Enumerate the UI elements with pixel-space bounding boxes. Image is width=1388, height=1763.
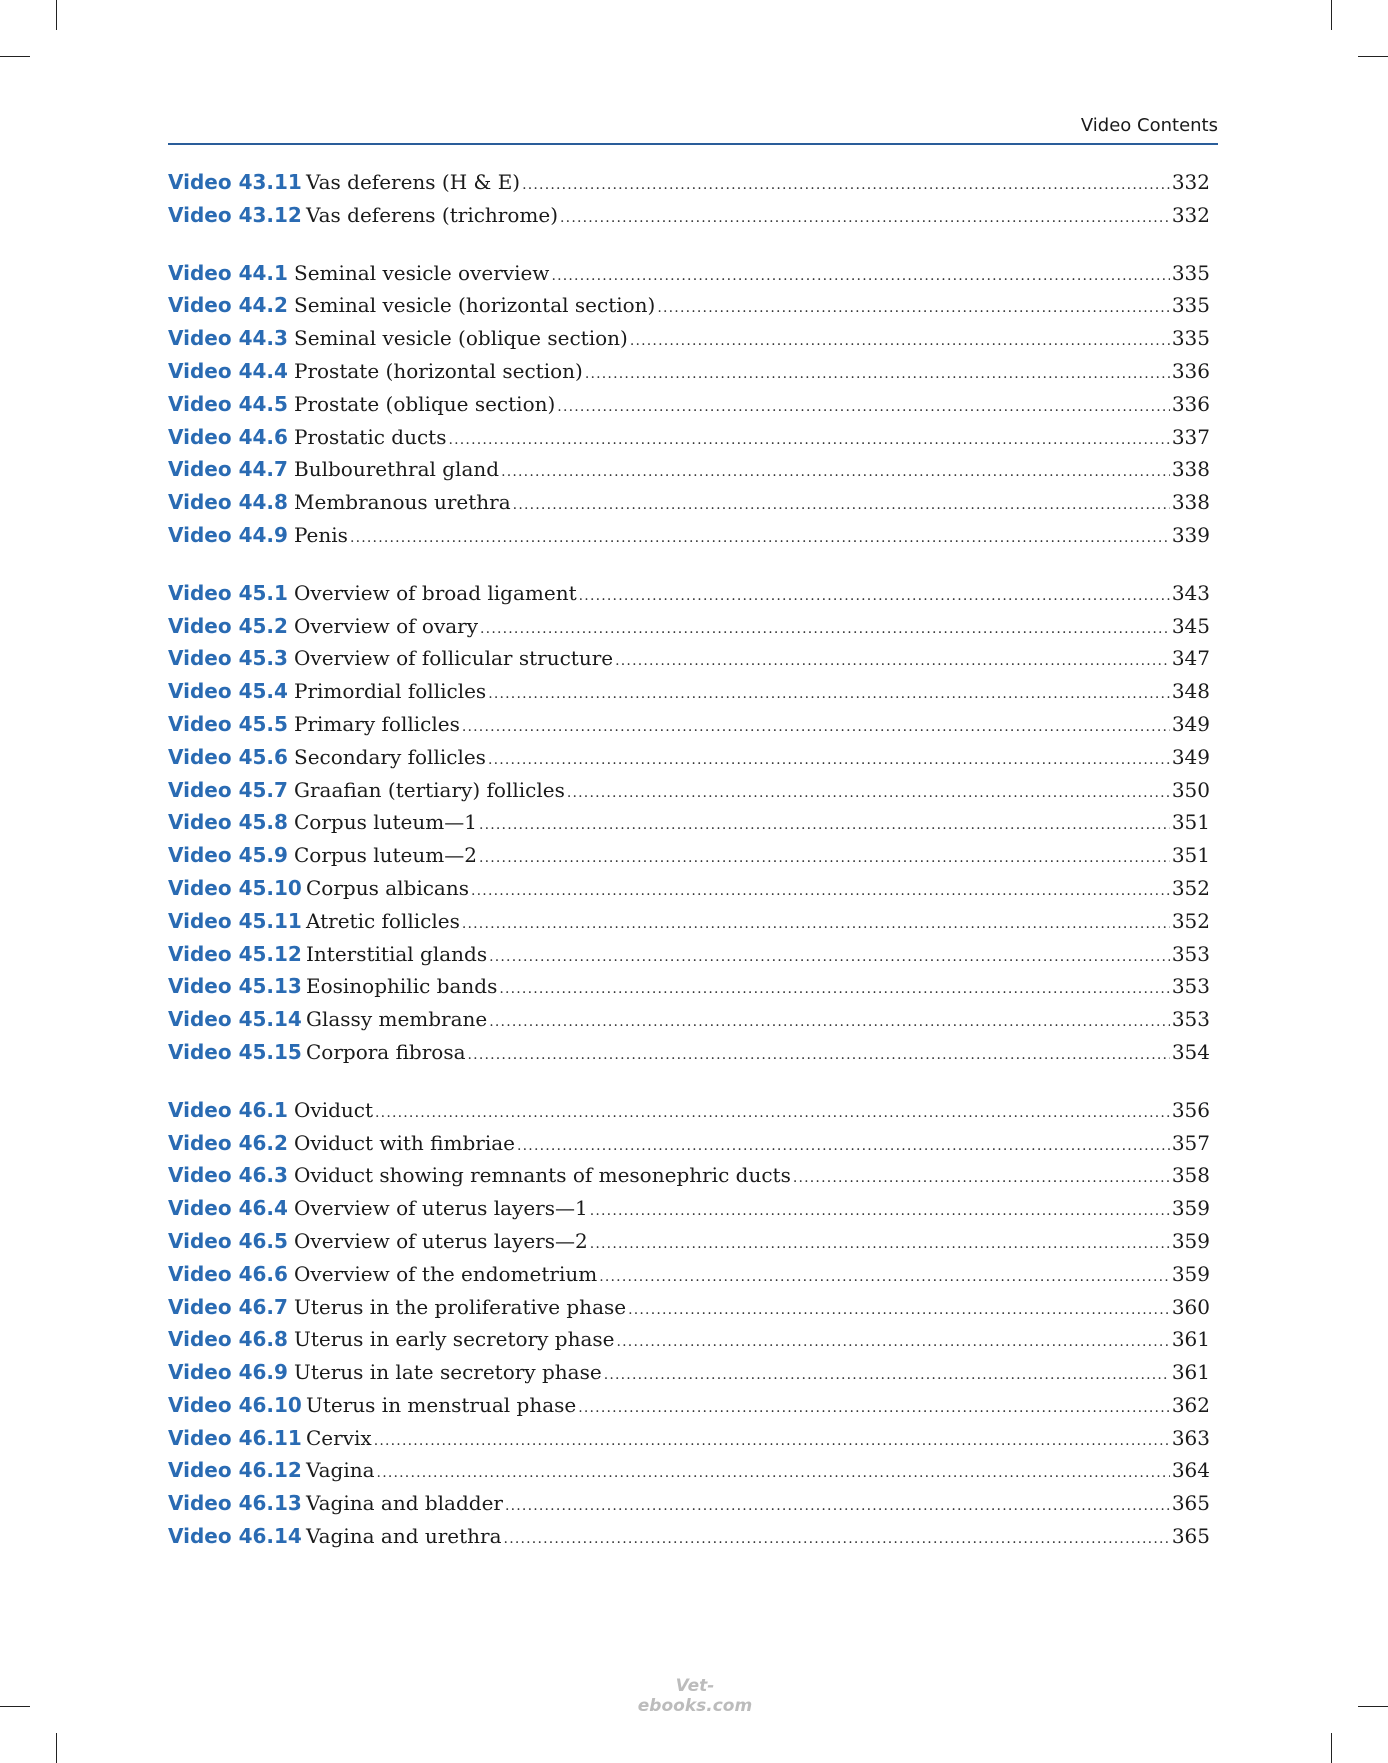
toc-entry[interactable] — [168, 166, 1210, 199]
video-title: Primordial follicles — [294, 679, 487, 704]
toc-entry[interactable] — [168, 708, 1210, 741]
video-number[interactable]: Video 46.8 — [168, 1327, 288, 1352]
video-title: Overview of broad ligament — [294, 580, 577, 605]
page-number: 348 — [1171, 679, 1210, 704]
video-title: Prostatic ducts — [294, 424, 447, 449]
dot-leader — [590, 1195, 1170, 1228]
video-number[interactable]: Video 46.14 — [168, 1524, 302, 1549]
video-title: Secondary follicles — [294, 744, 486, 769]
dot-leader — [489, 941, 1170, 974]
video-title: Seminal vesicle (horizontal section) — [294, 293, 656, 318]
dot-leader — [517, 1130, 1170, 1163]
video-number[interactable]: Video 46.1 — [168, 1097, 288, 1122]
toc-entry[interactable] — [168, 355, 1210, 388]
toc-entry[interactable] — [168, 257, 1210, 290]
page-number: 339 — [1171, 522, 1210, 547]
page-number: 350 — [1171, 777, 1210, 802]
toc-entry[interactable] — [168, 1192, 1210, 1225]
dot-leader — [590, 1228, 1170, 1261]
toc-entry[interactable] — [168, 642, 1210, 675]
dot-leader — [375, 1097, 1170, 1130]
crop-mark — [1331, 0, 1332, 30]
video-number[interactable]: Video 45.9 — [168, 843, 288, 868]
toc-entry[interactable] — [168, 1487, 1210, 1520]
page-number: 353 — [1171, 941, 1210, 966]
video-title: Vas deferens (H & E) — [306, 170, 521, 194]
toc-entry[interactable] — [168, 1356, 1210, 1389]
page-number: 365 — [1171, 1491, 1210, 1516]
page-number: 364 — [1171, 1458, 1210, 1483]
page-number: 359 — [1171, 1261, 1210, 1286]
video-title: Corpus luteum—2 — [294, 843, 477, 868]
page-number: 338 — [1171, 490, 1210, 515]
video-title: Uterus in early secretory phase — [294, 1327, 615, 1352]
toc-entry[interactable] — [168, 199, 1210, 232]
dot-leader — [468, 1039, 1170, 1072]
page-number: 365 — [1171, 1524, 1210, 1549]
video-title: Overview of follicular structure — [294, 646, 614, 671]
video-title: Oviduct — [294, 1097, 374, 1122]
page-number: 349 — [1171, 711, 1210, 736]
page-number: 360 — [1171, 1294, 1210, 1319]
video-title: Penis — [294, 522, 348, 547]
header-rule — [168, 143, 1218, 145]
video-title: Prostate (oblique section) — [294, 391, 556, 416]
video-title: Corpus albicans — [306, 875, 469, 900]
video-title: Uterus in the proliferative phase — [294, 1294, 627, 1319]
crop-mark — [56, 0, 57, 30]
video-number[interactable]: Video 45.15 — [168, 1039, 302, 1064]
dot-leader — [599, 1261, 1170, 1294]
toc-entry[interactable] — [168, 421, 1210, 454]
running-header: Video Contents — [1080, 115, 1218, 136]
toc-group — [168, 166, 1210, 232]
video-number[interactable]: Video 44.4 — [168, 358, 288, 383]
toc-entry[interactable] — [168, 675, 1210, 708]
dot-leader — [522, 169, 1170, 202]
video-title: Overview of uterus layers—2 — [294, 1228, 588, 1253]
video-number[interactable]: Video 45.7 — [168, 777, 288, 802]
dot-leader — [617, 1326, 1170, 1359]
page-number: 336 — [1171, 358, 1210, 383]
video-title: Uterus in late secretory phase — [294, 1360, 602, 1385]
toc-entry[interactable] — [168, 1225, 1210, 1258]
page-number: 347 — [1171, 646, 1210, 671]
page-number: 359 — [1171, 1196, 1210, 1221]
video-title: Corpus luteum—1 — [294, 810, 477, 835]
dot-leader — [557, 391, 1170, 424]
video-number[interactable]: Video 45.3 — [168, 646, 288, 671]
dot-leader — [513, 489, 1170, 522]
toc-entry[interactable] — [168, 872, 1210, 905]
toc-entry[interactable] — [168, 388, 1210, 421]
toc-entry[interactable] — [168, 1036, 1210, 1069]
crop-mark — [1358, 1706, 1388, 1707]
dot-leader — [488, 678, 1170, 711]
dot-leader — [462, 908, 1170, 941]
page-number: 345 — [1171, 613, 1210, 638]
video-title: Eosinophilic bands — [306, 974, 498, 999]
video-number[interactable]: Video 45.5 — [168, 711, 288, 736]
video-number[interactable]: Video 46.3 — [168, 1163, 288, 1188]
crop-mark — [1331, 1733, 1332, 1763]
dot-leader — [630, 325, 1170, 358]
video-title: Corpora fibrosa — [306, 1039, 466, 1064]
page-number: 359 — [1171, 1228, 1210, 1253]
video-number[interactable]: Video 46.12 — [168, 1458, 302, 1483]
page-number: 353 — [1171, 974, 1210, 999]
video-number[interactable]: Video 45.14 — [168, 1007, 302, 1032]
page-number: 351 — [1171, 810, 1210, 835]
toc-entry[interactable] — [168, 1258, 1210, 1291]
toc-entry[interactable] — [168, 839, 1210, 872]
page-number: 363 — [1171, 1425, 1210, 1450]
video-title: Interstitial glands — [306, 941, 488, 966]
page-number: 358 — [1171, 1163, 1210, 1188]
video-number[interactable]: Video 45.11 — [168, 908, 302, 933]
page-number: 336 — [1171, 391, 1210, 416]
video-title: Oviduct showing remnants of mesonephric ducts — [294, 1163, 791, 1188]
toc-entry[interactable] — [168, 970, 1210, 1003]
dot-leader — [480, 613, 1170, 646]
dot-leader — [505, 1490, 1170, 1523]
video-title: Vas deferens (trichrome) — [306, 202, 559, 227]
toc-entry[interactable] — [168, 1291, 1210, 1324]
toc-entry[interactable] — [168, 1422, 1210, 1455]
video-title: Seminal vesicle (oblique section) — [294, 326, 628, 351]
dot-leader — [374, 1425, 1170, 1458]
video-number[interactable]: Video 46.5 — [168, 1228, 288, 1253]
dot-leader — [657, 292, 1169, 325]
dot-leader — [448, 424, 1169, 457]
video-title: Vagina and bladder — [306, 1491, 503, 1516]
page-number: 335 — [1171, 326, 1210, 351]
video-title: Overview of the endometrium — [294, 1261, 598, 1286]
video-contents-list — [168, 166, 1210, 1578]
video-number[interactable]: Video 45.1 — [168, 580, 288, 605]
video-number[interactable]: Video 46.13 — [168, 1491, 302, 1516]
dot-leader — [585, 358, 1170, 391]
video-title: Membranous urethra — [294, 490, 511, 515]
dot-leader — [377, 1457, 1170, 1490]
toc-entry[interactable] — [168, 453, 1210, 486]
page-number: 361 — [1171, 1327, 1210, 1352]
toc-entry[interactable] — [168, 774, 1210, 807]
toc-group — [168, 1094, 1210, 1553]
video-title: Bulbourethral gland — [294, 457, 500, 482]
toc-entry[interactable] — [168, 1159, 1210, 1192]
dot-leader — [560, 202, 1170, 235]
page-number: 335 — [1171, 260, 1210, 285]
toc-entry[interactable] — [168, 1094, 1210, 1127]
page-number: 351 — [1171, 843, 1210, 868]
toc-entry[interactable] — [168, 741, 1210, 774]
toc-entry[interactable] — [168, 806, 1210, 839]
dot-leader — [578, 1392, 1170, 1425]
dot-leader — [499, 973, 1169, 1006]
toc-entry[interactable] — [168, 289, 1210, 322]
dot-leader — [793, 1162, 1170, 1195]
video-number[interactable]: Video 44.3 — [168, 326, 288, 351]
toc-entry[interactable] — [168, 577, 1210, 610]
dot-leader — [350, 522, 1170, 555]
video-number[interactable]: Video 44.6 — [168, 424, 288, 449]
video-title: Overview of ovary — [294, 613, 479, 638]
video-title: Overview of uterus layers—1 — [294, 1196, 588, 1221]
dot-leader — [489, 1006, 1170, 1039]
video-number[interactable]: Video 44.8 — [168, 490, 288, 515]
page-number: 349 — [1171, 744, 1210, 769]
page-number: 338 — [1171, 457, 1210, 482]
crop-mark — [0, 1706, 30, 1707]
video-number[interactable]: Video 46.9 — [168, 1360, 288, 1385]
dot-leader — [479, 842, 1170, 875]
page-number: 353 — [1171, 1007, 1210, 1032]
video-title: Vagina and urethra — [306, 1524, 502, 1549]
page-number: 332 — [1171, 170, 1210, 194]
video-number[interactable]: Video 45.4 — [168, 679, 288, 704]
toc-entry[interactable] — [168, 486, 1210, 519]
video-number[interactable]: Video 45.10 — [168, 875, 302, 900]
video-number[interactable]: Video 44.9 — [168, 522, 288, 547]
crop-mark — [0, 56, 30, 57]
video-number[interactable]: Video 45.12 — [168, 941, 302, 966]
page-number: 357 — [1171, 1130, 1210, 1155]
toc-entry[interactable] — [168, 610, 1210, 643]
page-number: 352 — [1171, 875, 1210, 900]
toc-entry[interactable] — [168, 1454, 1210, 1487]
page-number: 362 — [1171, 1392, 1210, 1417]
video-number[interactable]: Video 44.5 — [168, 391, 288, 416]
dot-leader — [604, 1359, 1170, 1392]
video-number[interactable]: Video 44.7 — [168, 457, 288, 482]
dot-leader — [567, 777, 1170, 810]
toc-group — [168, 577, 1210, 1069]
video-number[interactable]: Video 43.12 — [168, 202, 302, 227]
toc-entry[interactable] — [168, 1323, 1210, 1356]
dot-leader — [488, 744, 1170, 777]
toc-entry[interactable] — [168, 1389, 1210, 1422]
dot-leader — [479, 809, 1170, 842]
dot-leader — [462, 711, 1170, 744]
video-number[interactable]: Video 46.6 — [168, 1261, 288, 1286]
page-number: 356 — [1171, 1097, 1210, 1122]
video-number[interactable]: Video 45.8 — [168, 810, 288, 835]
video-title: Vagina — [306, 1458, 375, 1483]
toc-entry[interactable] — [168, 1520, 1210, 1553]
toc-entry[interactable] — [168, 322, 1210, 355]
video-title: Oviduct with fimbriae — [294, 1130, 515, 1155]
dot-leader — [501, 456, 1170, 489]
video-title: Seminal vesicle overview — [294, 260, 550, 285]
dot-leader — [615, 645, 1170, 678]
video-number[interactable]: Video 46.10 — [168, 1392, 302, 1417]
page-number: 332 — [1171, 202, 1210, 227]
dot-leader — [579, 580, 1170, 613]
video-title: Glassy membrane — [306, 1007, 488, 1032]
page-number: 352 — [1171, 908, 1210, 933]
dot-leader — [628, 1294, 1170, 1327]
toc-entry[interactable] — [168, 1127, 1210, 1160]
video-number[interactable]: Video 45.2 — [168, 613, 288, 638]
video-number[interactable]: Video 46.11 — [168, 1425, 302, 1450]
video-title: Atretic follicles — [306, 908, 460, 933]
video-title: Prostate (horizontal section) — [294, 358, 583, 383]
page-number: 337 — [1171, 424, 1210, 449]
video-number[interactable]: Video 45.13 — [168, 974, 302, 999]
video-number[interactable]: Video 45.6 — [168, 744, 288, 769]
crop-mark — [1358, 56, 1388, 57]
video-title: Graafian (tertiary) follicles — [294, 777, 565, 802]
video-number[interactable]: Video 43.11 — [168, 170, 302, 194]
dot-leader — [504, 1523, 1170, 1556]
page-number: 335 — [1171, 293, 1210, 318]
toc-group — [168, 257, 1210, 552]
video-number[interactable]: Video 46.4 — [168, 1196, 288, 1221]
video-title: Primary follicles — [294, 711, 460, 736]
video-number[interactable]: Video 46.7 — [168, 1294, 288, 1319]
page-number: 354 — [1171, 1039, 1210, 1064]
video-number[interactable]: Video 44.2 — [168, 293, 288, 318]
video-title: Uterus in menstrual phase — [306, 1392, 577, 1417]
video-number[interactable]: Video 46.2 — [168, 1130, 288, 1155]
watermark-logo: Vet-ebooks.com — [637, 1676, 753, 1716]
dot-leader — [471, 875, 1170, 908]
video-title: Cervix — [306, 1425, 372, 1450]
toc-entry[interactable] — [168, 938, 1210, 971]
dot-leader — [551, 260, 1169, 293]
toc-entry[interactable] — [168, 905, 1210, 938]
toc-entry[interactable] — [168, 1003, 1210, 1036]
video-number[interactable]: Video 44.1 — [168, 260, 288, 285]
page-number: 361 — [1171, 1360, 1210, 1385]
page-number: 343 — [1171, 580, 1210, 605]
toc-entry[interactable] — [168, 519, 1210, 552]
crop-mark — [56, 1733, 57, 1763]
